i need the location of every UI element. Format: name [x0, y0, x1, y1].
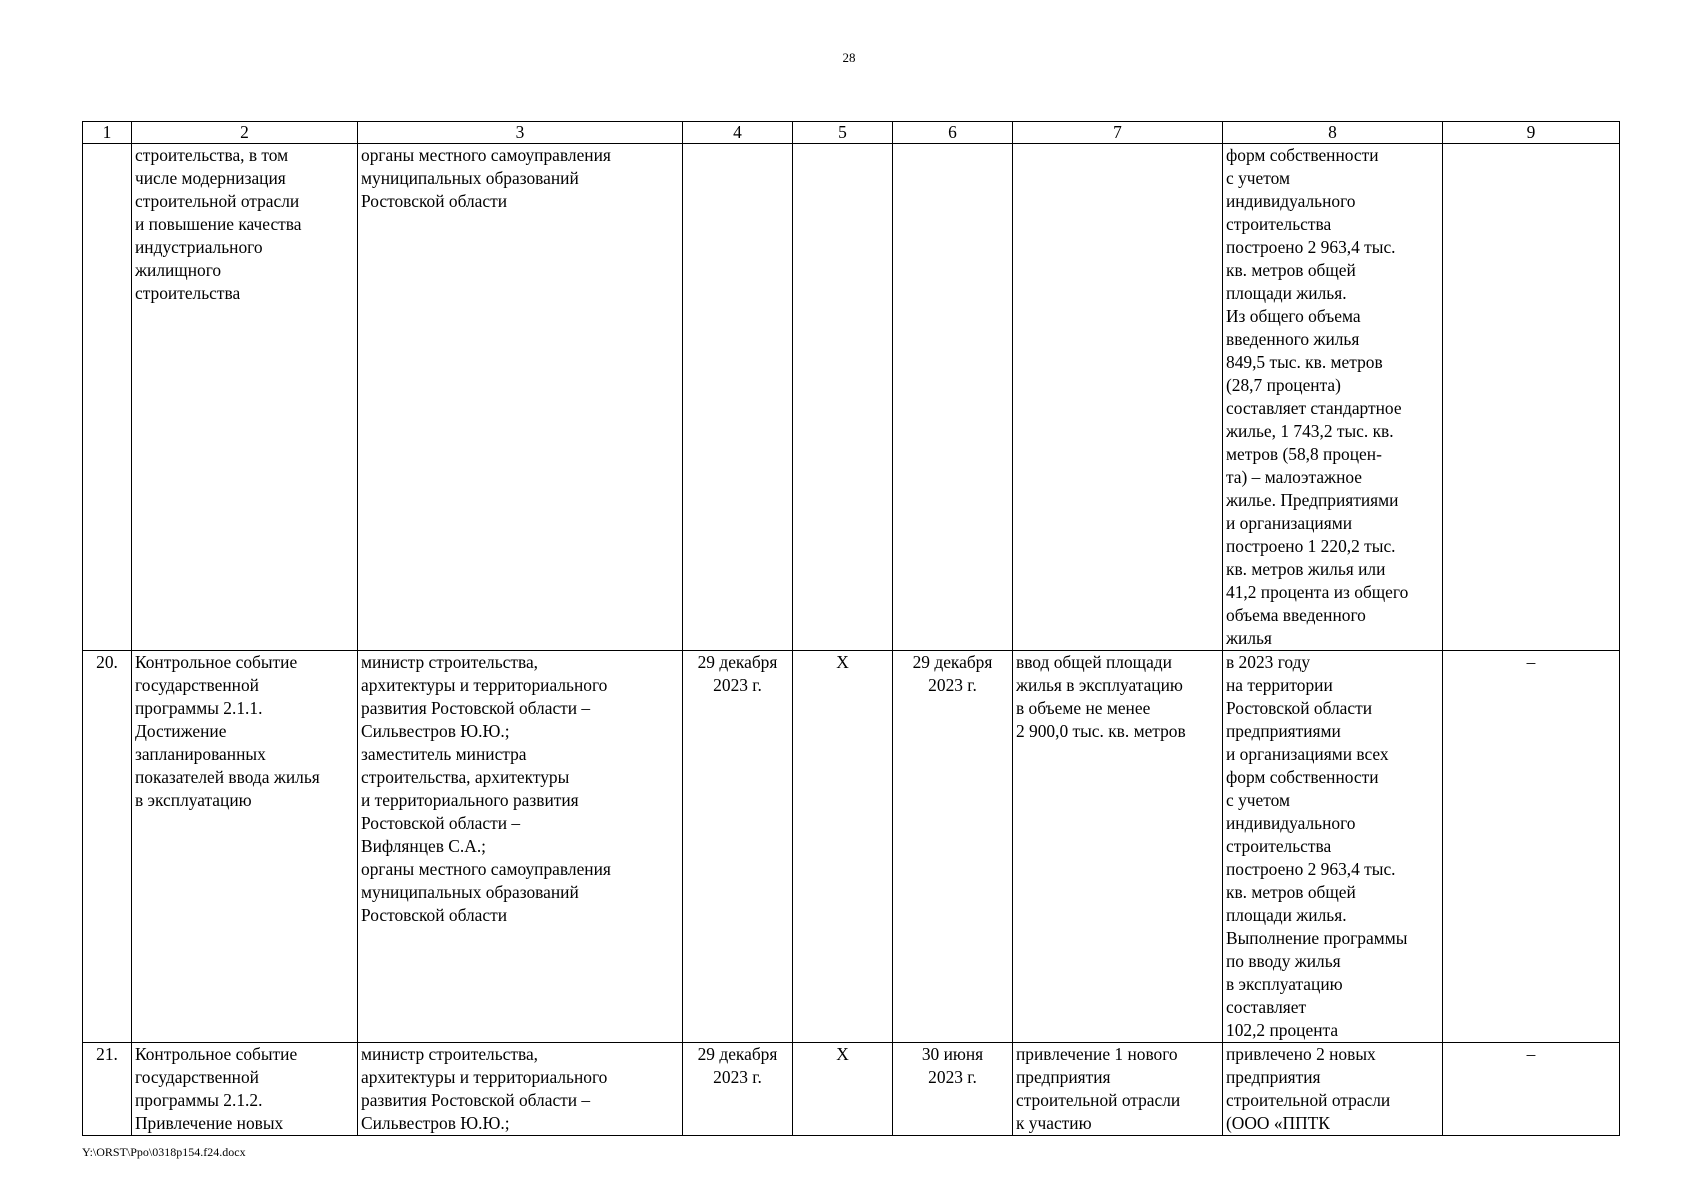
column-header: 9	[1443, 122, 1620, 144]
column-header: 2	[132, 122, 358, 144]
actual-result-cell: привлечено 2 новых предприятия строительной отрасли (ООО «ППТК	[1223, 1043, 1443, 1136]
plan-date-cell	[683, 144, 793, 651]
table-row	[83, 144, 1620, 651]
column-5-cell: Х	[793, 651, 893, 1043]
column-5-cell	[793, 144, 893, 651]
column-header: 1	[83, 122, 132, 144]
responsible-cell: органы местного самоуправления муниципальных образований Ростовской области	[358, 144, 683, 651]
page-number: 28	[842, 50, 856, 65]
expected-result-cell	[1013, 144, 1223, 651]
report-table	[82, 121, 1620, 1136]
column-header: 5	[793, 122, 893, 144]
event-name-cell: Контрольное событие государственной программы 2.1.2. Привлечение новых	[132, 1043, 358, 1136]
column-header: 8	[1223, 122, 1443, 144]
fact-date-cell: 30 июня 2023 г.	[893, 1043, 1013, 1136]
responsible-cell: министр строительства, архитектуры и территориального развития Ростовской области – Сильвестров Ю.Ю.; заместитель министра строительства, архитектуры и территориального развития Ростовской области – Вифлянцев С.А.; органы местного самоуправления муниципальных образований Ростовской области	[358, 651, 683, 1043]
plan-date-cell: 29 декабря 2023 г.	[683, 1043, 793, 1136]
table-row	[83, 651, 1620, 1043]
column-header: 6	[893, 122, 1013, 144]
fact-date-cell	[893, 144, 1013, 651]
responsible-cell: министр строительства, архитектуры и территориального развития Ростовской области – Сильвестров Ю.Ю.;	[358, 1043, 683, 1136]
actual-result-cell: форм собственности с учетом индивидуального строительства построено 2 963,4 тыс. кв. метров общей площади жилья. Из общего объема введенного жилья 849,5 тыс. кв. метров (28,7 процента) составляет стандартное жилье, 1 743,2 тыс. кв. метров (58,8 процен- та) – малоэтажное жилье. Предприятиями и организациями построено 1 220,2 тыс. кв. метров жилья или 41,2 процента из общего объема введенного жилья	[1223, 144, 1443, 651]
event-name-cell: Контрольное событие государственной программы 2.1.1. Достижение запланированных показателей ввода жилья в эксплуатацию	[132, 651, 358, 1043]
header-row	[83, 122, 1620, 144]
column-header: 4	[683, 122, 793, 144]
plan-date-cell: 29 декабря 2023 г.	[683, 651, 793, 1043]
event-name-cell: строительства, в том числе модернизация строительной отрасли и повышение качества индустриального жилищного строительства	[132, 144, 358, 651]
actual-result-cell: в 2023 году на территории Ростовской области предприятиями и организациями всех форм собственности с учетом индивидуального строительства построено 2 963,4 тыс. кв. метров общей площади жилья. Выполнение программы по вводу жилья в эксплуатацию составляет 102,2 процента	[1223, 651, 1443, 1043]
column-header: 3	[358, 122, 683, 144]
table-row	[83, 1043, 1620, 1136]
reason-cell: –	[1443, 1043, 1620, 1136]
expected-result-cell: привлечение 1 нового предприятия строительной отрасли к участию	[1013, 1043, 1223, 1136]
file-path-footer: Y:\ORST\Ppo\0318p154.f24.docx	[82, 1145, 246, 1159]
column-header: 7	[1013, 122, 1223, 144]
fact-date-cell: 29 декабря 2023 г.	[893, 651, 1013, 1043]
row-number-cell: 21.	[83, 1043, 132, 1136]
reason-cell	[1443, 144, 1620, 651]
column-5-cell: Х	[793, 1043, 893, 1136]
expected-result-cell: ввод общей площади жилья в эксплуатацию в объеме не менее 2 900,0 тыс. кв. метров	[1013, 651, 1223, 1043]
row-number-cell: 20.	[83, 651, 132, 1043]
reason-cell: –	[1443, 651, 1620, 1043]
row-number-cell	[83, 144, 132, 651]
